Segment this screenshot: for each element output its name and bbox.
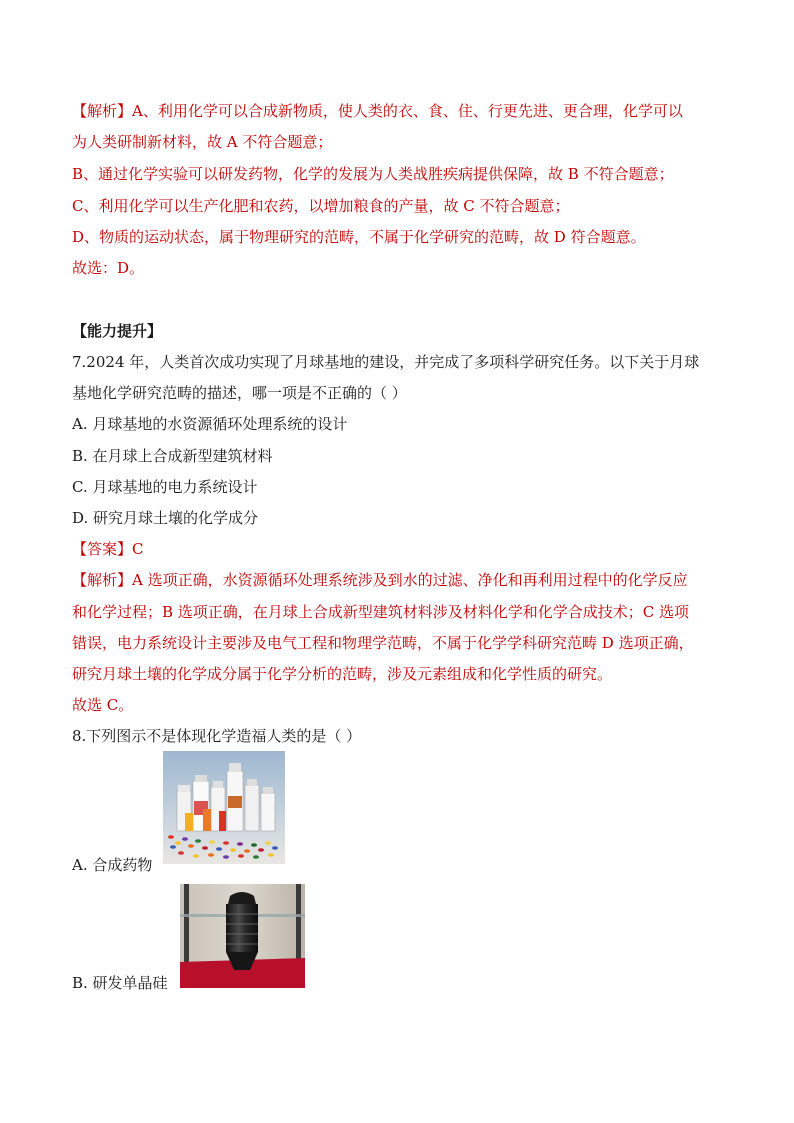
solution-text: A 选项正确，水资源循环处理系统涉及到水的过滤、净化和再利用过程中的化学反应 bbox=[132, 571, 688, 589]
q6-solution-line-2: 为人类研制新材料，故 A 不符合题意； bbox=[72, 133, 333, 151]
q8-option-b-label: B. 研发单晶硅 bbox=[72, 974, 168, 992]
q7-option-b: B. 在月球上合成新型建筑材料 bbox=[72, 447, 273, 465]
q7-stem-line-2: 基地化学研究范畴的描述，哪一项是不正确的（ ） bbox=[72, 384, 407, 402]
q7-answer bbox=[72, 539, 732, 559]
solution-tag: 【解析】 bbox=[72, 102, 133, 120]
q8-stem: 8.下列图示不是体现化学造福人类的是（ ） bbox=[72, 727, 362, 745]
q7-option-a: A. 月球基地的水资源循环处理系统的设计 bbox=[72, 415, 348, 433]
q7-option-c: C. 月球基地的电力系统设计 bbox=[72, 478, 258, 496]
q7-solution-line-2: 和化学过程；B 选项正确，在月球上合成新型建筑材料涉及材料化学和化学合成技术；C 选项 bbox=[72, 603, 690, 621]
solution-tag: 【解析】 bbox=[72, 571, 133, 589]
q6-solution-line-1 bbox=[72, 101, 732, 121]
q7-solution-line-4: 研究月球土壤的化学成分属于化学分析的范畴，涉及元素组成和化学性质的研究。 bbox=[72, 665, 613, 683]
q7-option-d: D. 研究月球土壤的化学成分 bbox=[72, 509, 259, 527]
q7-stem-line-1: 7.2024 年，人类首次成功实现了月球基地的建设，并完成了多项科学研究任务。以下关于月球 bbox=[72, 353, 700, 371]
q7-solution-line-3: 错误，电力系统设计主要涉及电气工程和物理学范畴，不属于化学学科研究范畴 D 选项正确， bbox=[72, 634, 694, 652]
answer-tag: 【答案】 bbox=[72, 540, 133, 558]
answer-value: C bbox=[132, 540, 144, 558]
q6-solution-line-5: D、物质的运动状态，属于物理研究的范畴，不属于化学研究的范畴，故 D 符合题意。 bbox=[72, 228, 646, 246]
q6-solution-line-3: B、通过化学实验可以研发药物，化学的发展为人类战胜疾病提供保障，故 B 不符合题意； bbox=[72, 165, 674, 183]
section-heading: 【能力提升】 bbox=[72, 322, 163, 340]
q6-solution-line-4: C、利用化学可以生产化肥和农药，以增加粮食的产量，故 C 不符合题意； bbox=[72, 197, 570, 215]
q7-final-answer: 故选 C。 bbox=[72, 696, 134, 714]
q6-final-answer: 故选：D。 bbox=[72, 259, 145, 277]
medicine-bottles-image bbox=[163, 751, 285, 864]
q8-option-a-label: A. 合成药物 bbox=[72, 856, 153, 874]
solution-text: A、利用化学可以合成新物质，使人类的衣、食、住、行更先进、更合理，化学可以 bbox=[132, 102, 683, 120]
q7-solution-line-1 bbox=[72, 570, 732, 590]
